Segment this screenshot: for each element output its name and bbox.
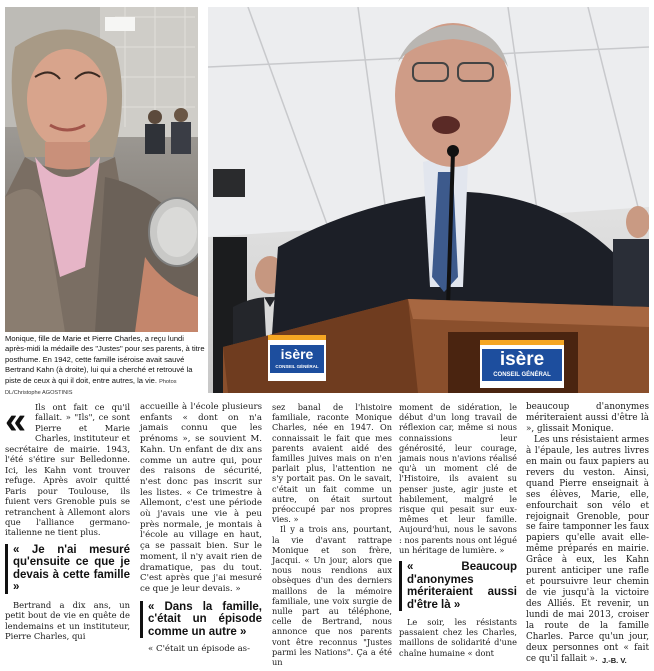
col3-paragraph-2: Il y a trois ans, pourtant, la vie d'avant rattrape Monique et son frère, Jacqui. « Un jour, alors que nous nous rendions aux obsèques d'un des derniers maillons de la mémoire familiale, une voix surgie de nulle part au téléphone, celle de Bertrand, nous annonce que nos parents vont être reconnus "Justes parmi les Nations". Ça a été un <box>272 524 392 668</box>
opening-quote-mark: « <box>5 400 27 442</box>
lectern-logo-left <box>270 345 324 373</box>
photo-right-illustration <box>208 7 649 393</box>
lectern-logo-left-text: isère <box>280 346 314 362</box>
article-column-4 <box>399 402 517 658</box>
photo-monique-charles <box>5 7 198 332</box>
lectern-logo-left-sub: CONSEIL GÉNÉRAL <box>275 364 319 369</box>
lectern-logo-right-text: isère <box>499 349 545 370</box>
col1-paragraph-2: Bertrand a dix ans, un petit bout de vie en quête de lendemains et un instituteur, Pierre Charles, qui <box>5 599 130 642</box>
col5-paragraph-2: Les uns résistaient armes à l'épaule, les autres livres en main ou faux papiers au revers du veston. Ainsi, quand Pierre enseignait à ses élèves, Marie, elle, enfourchait son vélo et rejoignait Grenoble, pour se faire tamponner les faux papiers qu'elle avait elle-même préparés en mairie. Grâce à eux, les Kahn purent anticiper une rafle et poursuivre leur chemin de vie jusqu'à la victoire des Alliés. Et revenir, un lundi de mai 2013, croiser la route de la famille Charles. Parce qu'un jour, deux personnes ont « fait ce qu'il fallait ». <box>526 434 649 664</box>
photo-left-illustration <box>5 7 198 332</box>
article-column-2 <box>140 402 262 655</box>
col4-paragraph-2: Le soir, les résistants passaient chez les Charles, maillons de solidarité d'une chaîne humaine « dont <box>399 617 517 658</box>
caption-text: Monique, fille de Marie et Pierre Charles, a reçu lundi après-midi la médaille des "Justes" pour ses parents, à titre posthume. En 1942, cette famille iséroise avait sauvé Bertrand Kahn (à droite), lui qui a cherché et retrouvé la piste de ceux à qui il doit, entre autres, la vie. <box>5 334 205 385</box>
lectern-logo-right-sub: CONSEIL GÉNÉRAL <box>493 372 551 378</box>
col5-paragraph-1: beaucoup d'anonymes mériteraient aussi d'être là », glissait Monique. <box>526 402 649 434</box>
pull-quote-3: « Beaucoup d'anonymes mériteraient aussi d'être là » <box>399 561 517 611</box>
lectern-logo-right <box>482 349 562 381</box>
author-signature: J.-B. V. <box>602 656 627 665</box>
pull-quote-2: « Dans la famille, c'était un épisode comme un autre » <box>140 601 262 639</box>
col3-paragraph-1: sez banal de l'histoire familiale, raconte Monique Charles, née en 1947. On connaissait le fait que mes parents avaient aidé des familles juives mais on n'en parlait plus, l'attention ne s'y portait pas. On le savait, c'était un fait comme un autre, on était surtout préoccupé par nos propres vies. » <box>272 402 392 525</box>
photo-caption <box>5 334 205 397</box>
pull-quote-1: « Je n'ai mesuré qu'ensuite ce que je devais à cette famille » <box>5 544 130 594</box>
photo-bertrand-kahn-speech <box>208 7 649 393</box>
photo-credit: Photos DL/Christophe AGOSTINIS <box>5 378 177 397</box>
col1-paragraph-1: Ils ont fait ce qu'il fallait. » "Ils", ce sont Pierre et Marie Charles, instituteur et secrétaire de mairie. 1943, l'été s'étire sur Belledonne. Ici, les Kahn vont trouver refuge. Après avoir quitté Paris pour Toulouse, ils fuient vers Grenoble puis se retranchent à Allemont alors que l'alliance germano-italienne ne tient plus. <box>5 402 130 538</box>
col4-paragraph-1: moment de sidération, le début d'un long travail de réflexion car, même si nous connaissions leur générosité, leur courage, jamais nous n'avions réalisé qu'à un moment clé de l'Histoire, ils avaient su penser juste, agir juste et habilement, malgré le risque qui pesait sur eux-mêmes et leur famille. Aujourd'hui, nous le savons : nos parents nous ont légué un héritage de lumière. » <box>399 402 517 555</box>
col2-paragraph-2: « C'était un épisode as- <box>148 644 251 655</box>
article-column-1 <box>5 402 130 642</box>
article-column-3 <box>272 402 392 667</box>
article-column-5 <box>526 402 649 665</box>
col2-paragraph-1: accueille à l'école plusieurs enfants « dont on n'a jamais connu que les prénoms », se souvient M. Kahn. Un enfant de dix ans comme un autre qui, pour des raisons de sécurité, n'est donc pas inscrit sur les listes. « Ce trimestre à Allemont, c'est une période où j'avais une vie à peu près normale, je montais à l'école au village en haut, ça se passait bien. Sur le moment, il n'y avait rien de dramatique, pas du tout. C'est après que j'ai mesuré ce que je leur devais. » <box>140 402 262 594</box>
